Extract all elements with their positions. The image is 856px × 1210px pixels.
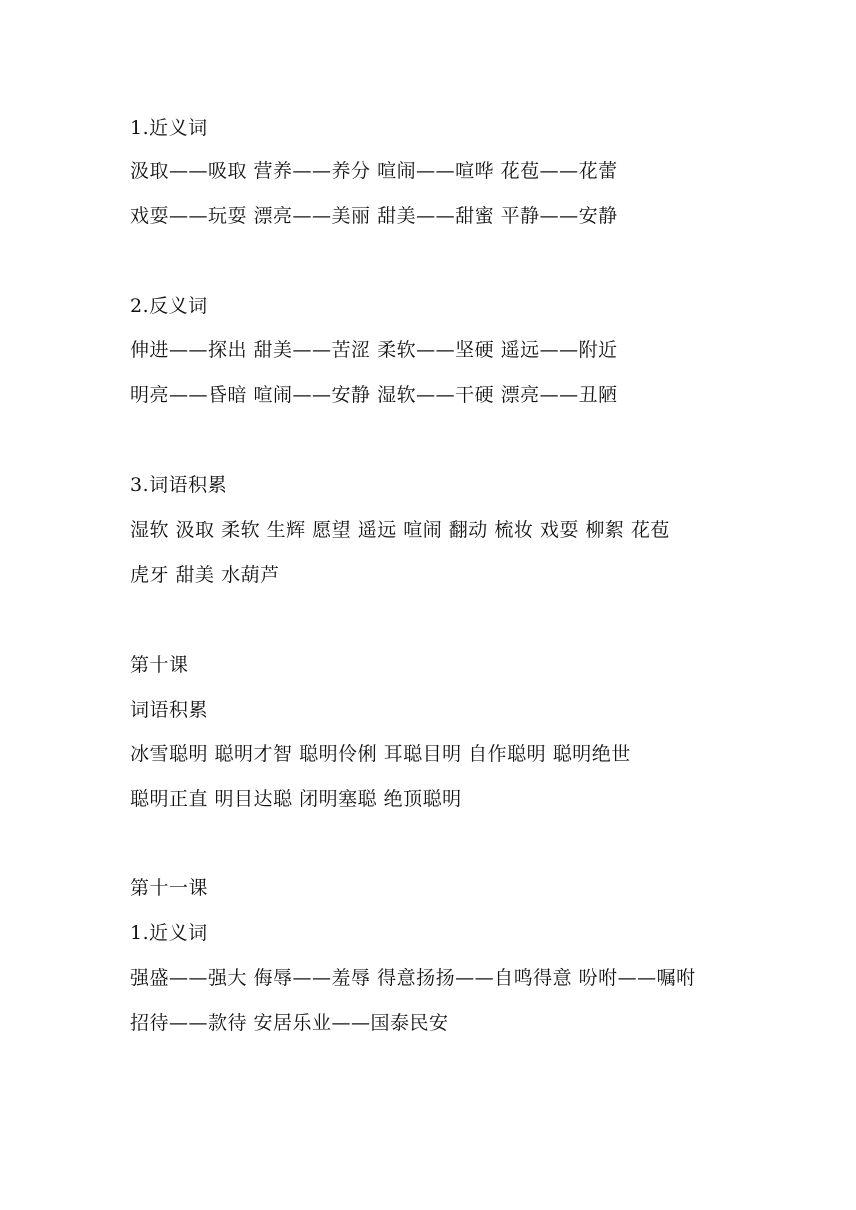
section2-line-1: 伸进——探出 甜美——苦涩 柔软——坚硬 遥远——附近	[130, 339, 618, 361]
lesson10-subheading: 词语积累	[130, 699, 209, 721]
lesson10-line-2: 聪明正直 明目达聪 闭明塞聪 绝顶聪明	[130, 788, 462, 810]
lesson11-line-2: 招待——款待 安居乐业——国泰民安	[130, 1012, 449, 1034]
lesson10-line-1: 冰雪聪明 聪明才智 聪明伶俐 耳聪目明 自作聪明 聪明绝世	[130, 743, 631, 765]
section1-line-2: 戏耍——玩耍 漂亮——美丽 甜美——甜蜜 平静——安静	[130, 205, 618, 227]
lesson10-title: 第十课	[130, 654, 189, 676]
section2-line-2: 明亮——昏暗 喧闹——安静 湿软——干硬 漂亮——丑陋	[130, 384, 618, 406]
section3-line-2: 虎牙 甜美 水葫芦	[130, 564, 280, 586]
section1-line-1: 汲取——吸取 营养——养分 喧闹——喧哗 花苞——花蕾	[130, 160, 618, 182]
document-page	[130, 0, 830, 1210]
lesson11-title: 第十一课	[130, 877, 209, 899]
lesson11-line-1: 强盛——强大 侮辱——羞辱 得意扬扬——自鸣得意 吩咐——嘱咐	[130, 967, 696, 989]
section1-heading: 1.近义词	[130, 117, 208, 139]
section3-line-1: 湿软 汲取 柔软 生辉 愿望 遥远 喧闹 翻动 梳妆 戏耍 柳絮 花苞	[130, 519, 670, 541]
section3-heading: 3.词语积累	[130, 474, 228, 496]
lesson11-heading: 1.近义词	[130, 922, 208, 944]
section2-heading: 2.反义词	[130, 295, 208, 317]
